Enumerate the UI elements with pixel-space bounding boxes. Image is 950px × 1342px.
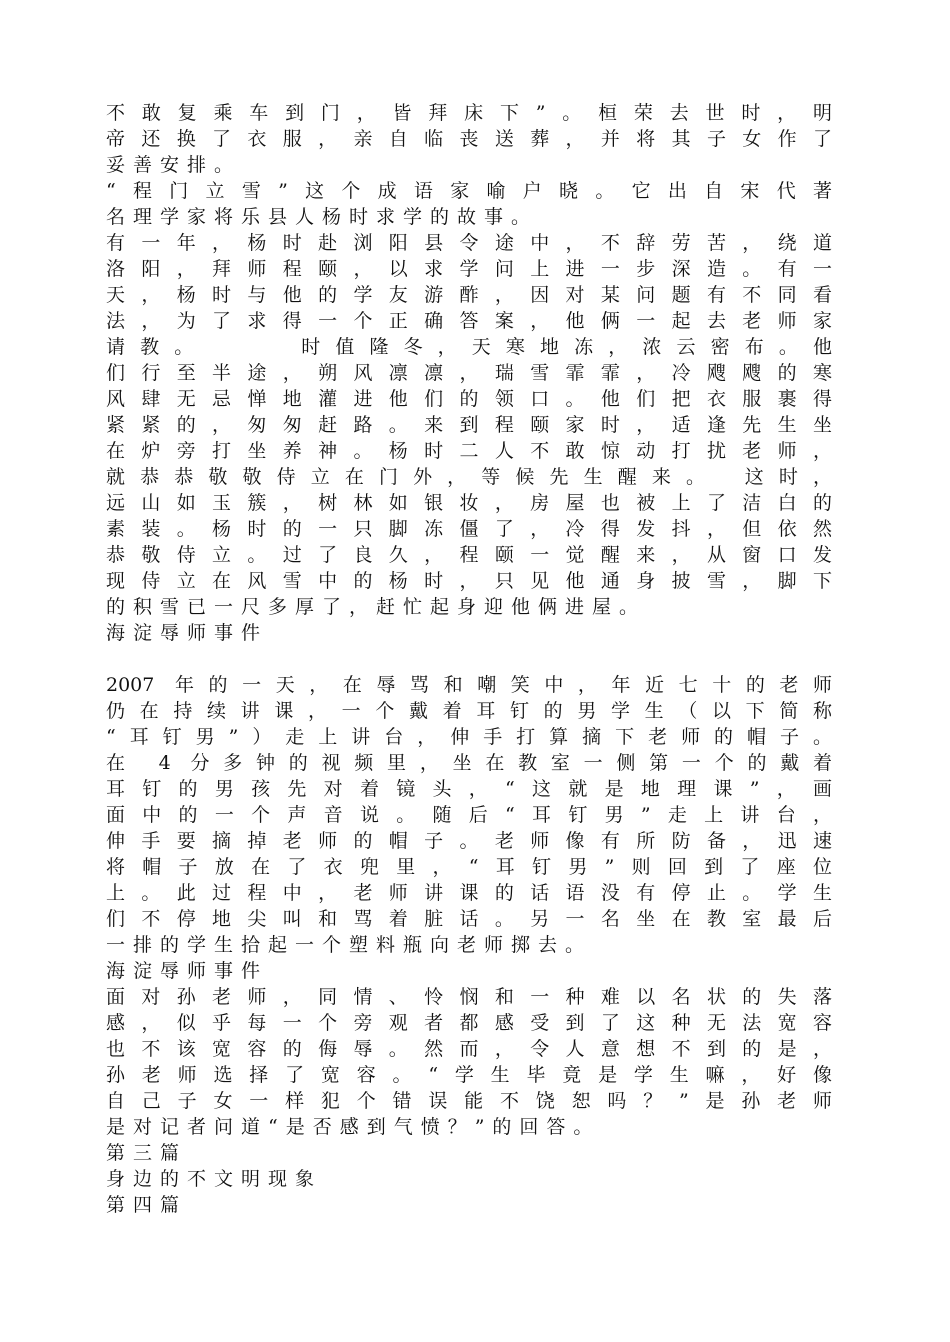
text-line: 面对孙老师，同情、怜悯和一种难以名状的失落 [106, 986, 832, 1008]
text-line: 面中的一个声音说。随后“耳钉男”走上讲台， [106, 804, 832, 826]
text-line: 恭敬侍立。过了良久，程颐一觉醒来，从窗口发 [106, 544, 832, 566]
text-line: 将帽子放在了衣兜里，“耳钉男”则回到了座位 [106, 856, 832, 878]
section-heading: 海淀辱师事件 [106, 960, 269, 982]
text-line: 名理学家将乐县人杨时求学的故事。 [106, 206, 539, 228]
text-line: 在 4 分多钟的视频里，坐在教室一侧第一个的戴着 [106, 752, 832, 774]
text-line: 上。此过程中，老师讲课的话语没有停止。学生 [106, 882, 832, 904]
text-line: 不敢复乘车到门，皆拜床下”。桓荣去世时，明 [106, 102, 832, 124]
text-line: 素装。杨时的一只脚冻僵了，冷得发抖，但依然 [106, 518, 832, 540]
text-line: 紧紧的，匆匆赶路。来到程颐家时，适逢先生坐 [106, 414, 832, 436]
text-line: 们行至半途，朔风凛凛，瑞雪霏霏，冷飕飕的寒 [106, 362, 832, 384]
text-line: 有一年，杨时赴浏阳县令途中，不辞劳苦，绕道 [106, 232, 832, 254]
text-line: 一排的学生拾起一个塑料瓶向老师掷去。 [106, 934, 593, 956]
text-line: 自己子女一样犯个错误能不饶恕吗？”是孙老师 [106, 1090, 832, 1112]
text-line: 帝还换了衣服，亲自临丧送葬，并将其子女作了 [106, 128, 832, 150]
text-line: 远山如玉簇，树林如银妆，房屋也被上了洁白的 [106, 492, 832, 514]
text-line: 的积雪已一尺多厚了，赶忙起身迎他俩进屋。 [106, 596, 647, 618]
text-line: 感，似乎每一个旁观者都感受到了这种无法宽容 [106, 1012, 832, 1034]
text-line: 风肆无忌惮地灌进他们的领口。他们把衣服裹得 [106, 388, 832, 410]
section-heading: 海淀辱师事件 [106, 622, 269, 644]
text-line: 就恭恭敬敬侍立在门外，等候先生醒来。 这时， [106, 466, 832, 488]
text-line: 在炉旁打坐养神。杨时二人不敢惊动打扰老师， [106, 440, 832, 462]
text-line: 天，杨时与他的学友游酢，因对某问题有不同看 [106, 284, 832, 306]
text-line: 耳钉的男孩先对着镜头，“这就是地理课”，画 [106, 778, 832, 800]
text-line: 也不该宽容的侮辱。然而，令人意想不到的是， [106, 1038, 832, 1060]
text-line: 现侍立在风雪中的杨时，只见他通身披雪，脚下 [106, 570, 832, 592]
text-line: 洛阳，拜师程颐，以求学问上进一步深造。有一 [106, 258, 832, 280]
text-line: 法，为了求得一个正确答案，他俩一起去老师家 [106, 310, 832, 332]
text-line: 仍在持续讲课，一个戴着耳钉的男学生（以下简称 [106, 700, 832, 722]
text-line: “耳钉男”）走上讲台，伸手打算摘下老师的帽子。 [106, 726, 832, 748]
text-line: 们不停地尖叫和骂着脏话。另一名坐在教室最后 [106, 908, 832, 930]
chapter-heading: 第四篇 [106, 1194, 188, 1216]
blank-line [106, 646, 832, 672]
text-line: 妥善安排。 [106, 154, 242, 176]
text-line: 2007 年的一天，在辱骂和嘲笑中，年近七十的老师 [106, 674, 832, 696]
text-line: 是对记者问道“是否感到气愤？”的回答。 [106, 1116, 601, 1138]
text-line: 孙老师选择了宽容。“学生毕竟是学生嘛，好像 [106, 1064, 832, 1086]
document-page [106, 100, 832, 1300]
text-line: 请教。 时值隆冬，天寒地冻，浓云密布。他 [106, 336, 832, 358]
chapter-heading: 第三篇 [106, 1142, 188, 1164]
chapter-title: 身边的不文明现象 [106, 1168, 323, 1190]
text-line: 伸手要摘掉老师的帽子。老师像有所防备，迅速 [106, 830, 832, 852]
text-line: “程门立雪”这个成语家喻户晓。它出自宋代著 [106, 180, 832, 202]
